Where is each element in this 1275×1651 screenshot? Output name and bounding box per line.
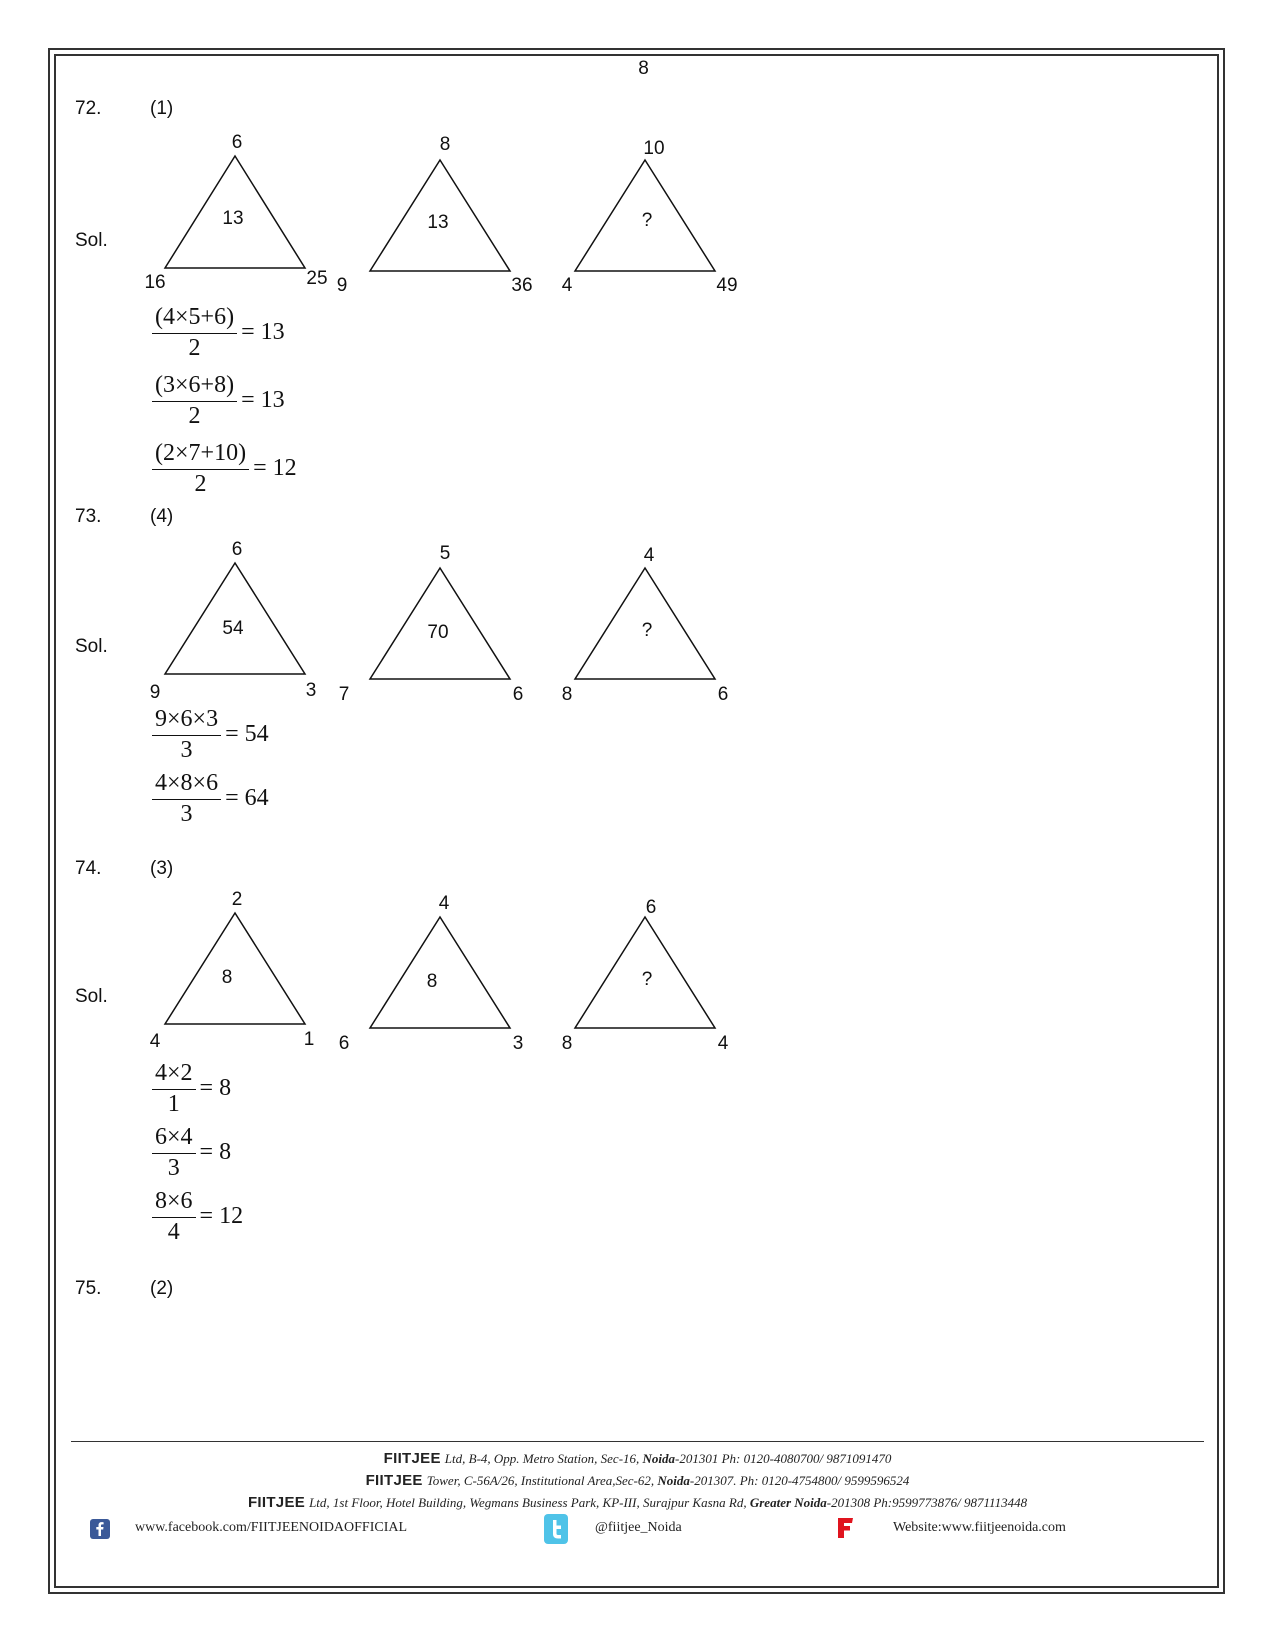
footer-address-city: Greater Noida (749, 1495, 827, 1510)
website-link[interactable]: Website:www.fiitjeenoida.com (893, 1520, 1066, 1535)
equation-result: = 54 (225, 720, 269, 747)
equation-denominator: 2 (188, 335, 201, 361)
solution-label: Sol. (75, 986, 108, 1007)
footer-brand: FIITJEE (365, 1472, 423, 1489)
footer-brand: FIITJEE (383, 1450, 441, 1467)
triangle-left-value: 8 (561, 1033, 573, 1054)
answer-option: (4) (150, 506, 174, 527)
triangle-left-value: 6 (338, 1033, 350, 1054)
footer-address-line (60, 1450, 1215, 1467)
question-number: 75. (75, 1278, 102, 1299)
triangle-top-value: 10 (643, 138, 665, 159)
triangle-right-value: 36 (511, 275, 533, 296)
triangle-right-value: 1 (303, 1029, 315, 1050)
triangle-figure (555, 535, 745, 705)
answer-option: (2) (150, 1278, 174, 1299)
facebook-icon (90, 1519, 110, 1539)
equation-result: = 8 (199, 1074, 232, 1101)
equation-result: = 13 (241, 386, 285, 413)
equation-denominator: 3 (180, 737, 193, 763)
triangle-figure (145, 885, 335, 1055)
equation-denominator: 3 (180, 801, 193, 827)
footer-address-line (60, 1494, 1215, 1511)
equation (152, 1058, 231, 1118)
equation-result: = 12 (253, 454, 297, 481)
triangle-right-value: 3 (305, 680, 317, 701)
triangle-left-value: 4 (149, 1031, 161, 1052)
triangle-top-value: 2 (231, 889, 243, 910)
equation-result: = 64 (225, 784, 269, 811)
triangle-center-value: 13 (427, 212, 449, 233)
footer-address-post: -201307. Ph: 0120-4754800/ 9599596524 (689, 1473, 910, 1488)
equation-numerator: (2×7+10) (152, 438, 249, 470)
question-number: 74. (75, 858, 102, 879)
triangle-center-value: 13 (222, 208, 244, 229)
triangle-figure (338, 885, 540, 1055)
triangle-center-value: ? (641, 969, 653, 990)
triangle-figure (336, 128, 540, 298)
equation (152, 768, 269, 828)
triangle-left-value: 4 (561, 275, 573, 296)
triangle-left-value: 8 (561, 684, 573, 705)
triangle-center-value: 70 (427, 622, 449, 643)
equation (152, 370, 285, 430)
equation-result: = 12 (199, 1202, 244, 1229)
triangle-center-value: ? (641, 210, 653, 231)
triangle-right-value: 25 (306, 268, 328, 289)
triangle-left-value: 9 (149, 682, 161, 703)
equation-numerator: 4×2 (152, 1058, 196, 1090)
triangle-top-value: 8 (439, 134, 451, 155)
triangle-left-value: 9 (336, 275, 348, 296)
triangle-shape (165, 913, 305, 1024)
triangle-top-value: 5 (439, 543, 451, 564)
triangle-left-value: 7 (338, 684, 350, 705)
triangle-center-value: 8 (426, 971, 438, 992)
triangle-right-value: 3 (512, 1033, 524, 1054)
triangle-figure (145, 128, 335, 298)
equation (152, 438, 297, 498)
triangle-top-value: 6 (231, 539, 243, 560)
question-number: 73. (75, 506, 102, 527)
triangle-figure (555, 128, 745, 298)
triangle-figure (338, 535, 540, 705)
twitter-handle[interactable]: @fiitjee_Noida (595, 1520, 682, 1535)
footer-address-city: Noida (642, 1451, 676, 1466)
triangle-figure (145, 535, 335, 705)
equation-numerator: (3×6+8) (152, 370, 237, 402)
equation (152, 302, 285, 362)
triangle-right-value: 6 (512, 684, 524, 705)
equation-numerator: 6×4 (152, 1122, 196, 1154)
equation-denominator: 4 (167, 1219, 180, 1245)
equation (152, 1122, 231, 1182)
twitter-icon (544, 1514, 568, 1544)
equation-result: = 8 (199, 1138, 232, 1165)
equation (152, 1186, 243, 1246)
answer-option: (3) (150, 858, 174, 879)
equation-denominator: 2 (194, 471, 207, 497)
triangle-right-value: 6 (717, 684, 729, 705)
page-number: 8 (638, 58, 649, 79)
equation-numerator: 9×6×3 (152, 704, 221, 736)
equation-denominator: 1 (167, 1091, 180, 1117)
footer-address-line (60, 1472, 1215, 1489)
answer-option: (1) (150, 98, 174, 119)
triangle-figure (555, 885, 745, 1055)
footer-address-pre: Ltd, B-4, Opp. Metro Station, Sec-16, (444, 1451, 643, 1466)
triangle-top-value: 4 (438, 893, 450, 914)
equation-result: = 13 (241, 318, 285, 345)
solution-label: Sol. (75, 636, 108, 657)
footer-address-post: -201301 Ph: 0120-4080700/ 9871091470 (675, 1451, 892, 1466)
triangle-center-value: ? (641, 620, 653, 641)
triangle-right-value: 49 (716, 275, 738, 296)
equation-numerator: (4×5+6) (152, 302, 237, 334)
triangle-center-value: 54 (222, 618, 244, 639)
equation-numerator: 4×8×6 (152, 768, 221, 800)
fiitjee-logo-icon (836, 1517, 854, 1539)
equation (152, 704, 269, 764)
triangle-top-value: 6 (231, 132, 243, 153)
equation-numerator: 8×6 (152, 1186, 196, 1218)
equation-denominator: 3 (167, 1155, 180, 1181)
question-number: 72. (75, 98, 102, 119)
triangle-shape (370, 917, 510, 1028)
footer-address-city: Noida (657, 1473, 690, 1488)
footer-divider (71, 1441, 1204, 1442)
equation-denominator: 2 (188, 403, 201, 429)
footer-brand: FIITJEE (247, 1494, 306, 1511)
footer-address-pre: Ltd, 1st Floor, Hotel Building, Wegmans Business Park, KP-III, Surajpur Kasna Rd, (309, 1495, 750, 1510)
facebook-link[interactable]: www.facebook.com/FIITJEENOIDAOFFICIAL (135, 1520, 408, 1535)
triangle-center-value: 8 (221, 967, 233, 988)
solution-label: Sol. (75, 230, 108, 251)
footer-address-post: -201308 Ph:9599773876/ 9871113448 (826, 1495, 1028, 1510)
triangle-left-value: 16 (144, 272, 166, 293)
footer-address-pre: Tower, C-56A/26, Institutional Area,Sec-62, (426, 1473, 658, 1488)
triangle-right-value: 4 (717, 1033, 729, 1054)
triangle-top-value: 6 (645, 897, 657, 918)
triangle-top-value: 4 (643, 545, 655, 566)
